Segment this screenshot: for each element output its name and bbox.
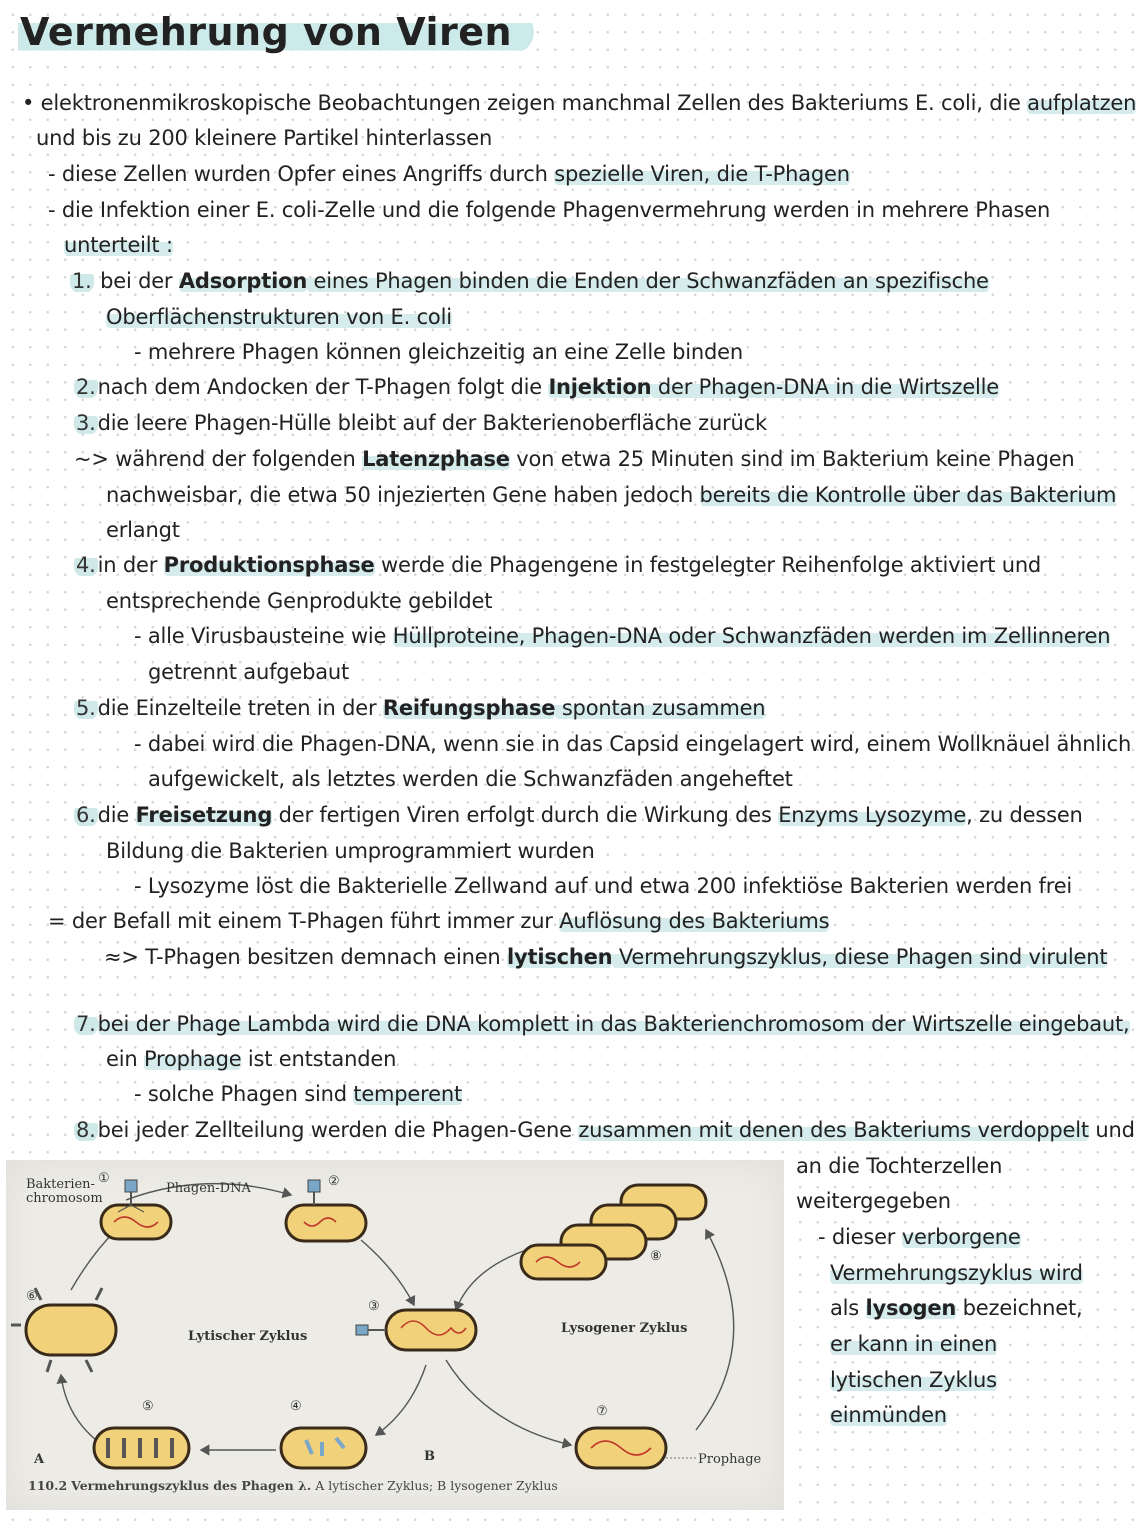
text-line-5: unterteilt :	[64, 233, 173, 257]
cell-step-7	[576, 1428, 696, 1468]
figure-caption: 110.2 Vermehrungszyklus des Phagen λ. A lytischer Zyklus; B lysogener Zyklus	[28, 1478, 558, 1493]
phage-cycle-diagram	[6, 1160, 784, 1510]
conclusion-line-1: = der Befall mit einem T-Phagen führt immer zur Auflösung des Bakteriums	[48, 909, 830, 933]
step-4-marker: ④	[290, 1399, 302, 1414]
step-6-line-1: 6.die Freisetzung der fertigen Viren erfolgt durch die Wirkung des Enzyms Lysozyme, zu dessen	[76, 803, 1083, 827]
step-5-sub-2: aufgewickelt, als letztes werden die Schwanzfäden angeheftet	[148, 767, 793, 791]
cell-step-5	[94, 1428, 189, 1468]
step-7-marker: ⑦	[596, 1404, 608, 1419]
text-line-2: und bis zu 200 kleinere Partikel hinterlassen	[36, 126, 493, 150]
cell-stack-step-8	[521, 1185, 706, 1279]
step-6-sub: - Lysozyme löst die Bakterielle Zellwand auf und etwa 200 infektiöse Bakterien werden frei	[134, 874, 1073, 898]
step-4-sub-2: getrennt aufgebaut	[148, 660, 350, 684]
right-col-7: lytischen Zyklus	[830, 1368, 997, 1392]
lytic-arrow-2	[361, 1240, 414, 1305]
right-col-6: er kann in einen	[830, 1332, 998, 1356]
step-3-line: 3.die leere Phagen-Hülle bleibt auf der Bakterienoberfläche zurück	[76, 411, 767, 435]
lytic-arrow-3	[376, 1365, 426, 1435]
step-4-line-2: entsprechende Genprodukte gebildet	[106, 589, 493, 613]
step-6-marker: ⑥	[26, 1289, 38, 1304]
text-line-3: - diese Zellen wurden Opfer eines Angriffs durch spezielle Viren, die T-Phagen	[48, 162, 850, 186]
step-1-marker: ①	[98, 1171, 110, 1186]
lysogenic-arrow-3	[456, 1250, 526, 1310]
right-col-1: an die Tochterzellen	[796, 1154, 1003, 1178]
right-col-5: als lysogen bezeichnet,	[830, 1296, 1083, 1320]
label-bakterienchromosom-2: chromosom	[26, 1191, 103, 1206]
step-1-line-2: Oberflächenstrukturen von E. coli	[106, 305, 452, 329]
step-5-sub-1: - dabei wird die Phagen-DNA, wenn sie in das Capsid eingelagert wird, einem Wollknäuel ähnlich	[134, 732, 1132, 756]
step-7-sub: - solche Phagen sind temperent	[134, 1082, 462, 1106]
step-6-line-2: Bildung die Bakterien umprogrammiert wurden	[106, 839, 595, 863]
lysogenic-arrow-2	[696, 1230, 734, 1430]
lytic-arrow-5	[61, 1375, 96, 1440]
label-a: A	[34, 1452, 45, 1467]
step-1-sub: - mehrere Phagen können gleichzeitig an eine Zelle binden	[134, 340, 744, 364]
cell-step-1	[101, 1180, 171, 1239]
step-2-marker: ②	[328, 1174, 340, 1189]
label-phagen-dna: Phagen-DNA	[166, 1181, 251, 1196]
label-prophage: Prophage	[698, 1452, 762, 1467]
step-5-line: 5.die Einzelteile treten in der Reifungsphase spontan zusammen	[76, 696, 766, 720]
step-3-marker: ③	[368, 1299, 380, 1314]
step-4-sub-1: - alle Virusbausteine wie Hüllproteine, Phagen-DNA oder Schwanzfäden werden im Zellinneren	[134, 624, 1111, 648]
step-8-marker: ⑧	[650, 1249, 662, 1264]
label-lysogener-zyklus: Lysogener Zyklus	[561, 1321, 688, 1336]
step-7-line-2: ein Prophage ist entstanden	[106, 1047, 397, 1071]
page-title: Vermehrung von Viren	[18, 10, 534, 54]
step-2-line: 2.nach dem Andocken der T-Phagen folgt die Injektion der Phagen-DNA in die Wirtszelle	[76, 375, 1000, 399]
lytic-arrow-6	[71, 1230, 116, 1290]
cell-step-4	[281, 1428, 366, 1468]
lysogenic-arrow-1	[446, 1360, 571, 1445]
step-7-line-1: 7.bei der Phage Lambda wird die DNA komplett in das Bakterienchromosom der Wirtszelle eingebaut,	[76, 1012, 1130, 1036]
latenz-line-2: nachweisbar, die etwa 50 injezierten Gene haben jedoch bereits die Kontrolle über das Bakterium	[106, 483, 1117, 507]
cell-step-3	[356, 1310, 476, 1350]
text-line-4: - die Infektion einer E. coli-Zelle und die folgende Phagenvermehrung werden in mehrere Phasen	[48, 198, 1051, 222]
label-bakterienchromosom-1: Bakterien-	[26, 1177, 95, 1192]
text-line-1: • elektronenmikroskopische Beobachtungen zeigen manchmal Zellen des Bakteriums E. coli, die aufplatzen	[22, 91, 1136, 115]
right-col-2: weitergegeben	[796, 1189, 951, 1213]
step-4-line-1: 4.in der Produktionsphase werde die Phagengene in festgelegter Reihenfolge aktiviert und	[76, 553, 1042, 577]
right-col-3: - dieser verborgene	[818, 1225, 1021, 1249]
step-1-line-1: 1. bei der Adsorption eines Phagen binden die Enden der Schwanzfäden an spezifische	[72, 269, 989, 293]
step-8-line-1: 8.bei jeder Zellteilung werden die Phagen-Gene zusammen mit denen des Bakteriums verdoppelt und	[76, 1118, 1135, 1142]
cell-step-2	[286, 1180, 366, 1241]
label-lytischer-zyklus: Lytischer Zyklus	[188, 1329, 308, 1344]
latenz-line-1: ~> während der folgenden Latenzphase von etwa 25 Minuten sind im Bakterium keine Phagen	[74, 447, 1075, 471]
phage-cycle-figure	[6, 1160, 784, 1510]
conclusion-line-2: ≈> T-Phagen besitzen demnach einen lytischen Vermehrungszyklus, diese Phagen sind virulent	[104, 945, 1108, 969]
label-b: B	[424, 1449, 435, 1464]
right-col-4: Vermehrungszyklus wird	[830, 1261, 1083, 1285]
latenz-line-3: erlangt	[106, 518, 180, 542]
step-5-marker: ⑤	[142, 1399, 154, 1414]
right-col-8: einmünden	[830, 1403, 947, 1427]
